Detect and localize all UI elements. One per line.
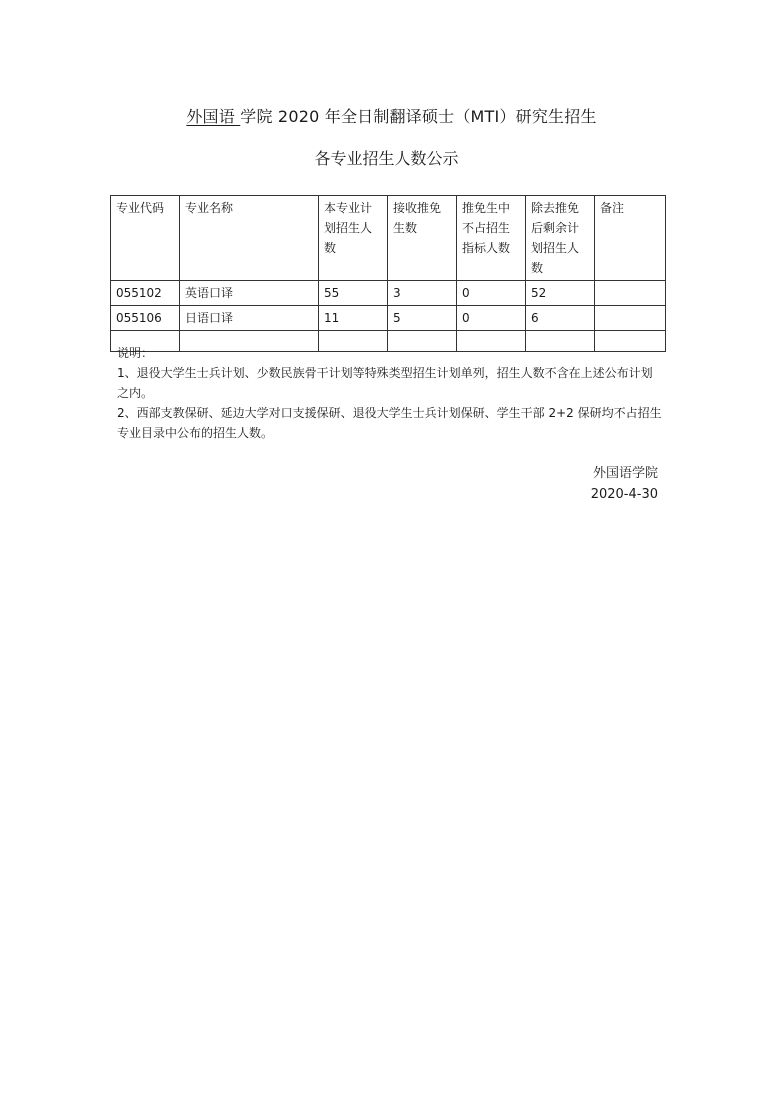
header-remaining-plan: 除去推免后剩余计划招生人数	[526, 196, 595, 281]
cell-recommended-not-counted: 0	[457, 306, 526, 331]
header-major-code: 专业代码	[111, 196, 180, 281]
cell-planned-enrollment: 11	[319, 306, 388, 331]
cell-remaining-plan: 6	[526, 306, 595, 331]
note-item-2: 2、西部支教保研、延边大学对口支援保研、退役大学生士兵计划保研、学生干部 2+2 保研均不占招生专业目录中公布的招生人数。	[117, 406, 662, 440]
header-planned-enrollment: 本专业计划招生人数	[319, 196, 388, 281]
cell-major-code: 055102	[111, 281, 180, 306]
signature-block	[591, 463, 658, 505]
document-subtitle: 各专业招生人数公示	[314, 149, 459, 168]
enrollment-quota-table	[110, 195, 666, 352]
title-main-text: 学院 2020 年全日制翻译硕士（MTI）研究生招生	[240, 107, 597, 126]
cell-major-name: 英语口译	[180, 281, 319, 306]
table-row	[111, 306, 666, 331]
title-org-name: 外国语	[186, 107, 241, 126]
cell-remaining-plan: 52	[526, 281, 595, 306]
notes-section	[117, 343, 662, 443]
cell-recommended-students: 3	[388, 281, 457, 306]
table-row	[111, 281, 666, 306]
header-major-name: 专业名称	[180, 196, 319, 281]
document-title	[0, 104, 773, 127]
signature-date: 2020-4-30	[590, 487, 658, 502]
cell-recommended-not-counted: 0	[457, 281, 526, 306]
cell-recommended-students: 5	[388, 306, 457, 331]
header-recommended-not-counted: 推免生中不占招生指标人数	[457, 196, 526, 281]
header-recommended-students: 接收推免生数	[388, 196, 457, 281]
table-header-row	[111, 196, 666, 281]
cell-major-code: 055106	[111, 306, 180, 331]
signature-org: 外国语学院	[592, 466, 658, 481]
cell-major-name: 日语口译	[180, 306, 319, 331]
note-item-1: 1、退役大学生士兵计划、少数民族骨干计划等特殊类型招生计划单列，招生人数不含在上述公布计划之内。	[117, 366, 653, 400]
notes-heading: 说明：	[117, 346, 154, 360]
cell-planned-enrollment: 55	[319, 281, 388, 306]
header-remarks: 备注	[595, 196, 666, 281]
cell-remarks	[595, 281, 666, 306]
cell-remarks	[595, 306, 666, 331]
